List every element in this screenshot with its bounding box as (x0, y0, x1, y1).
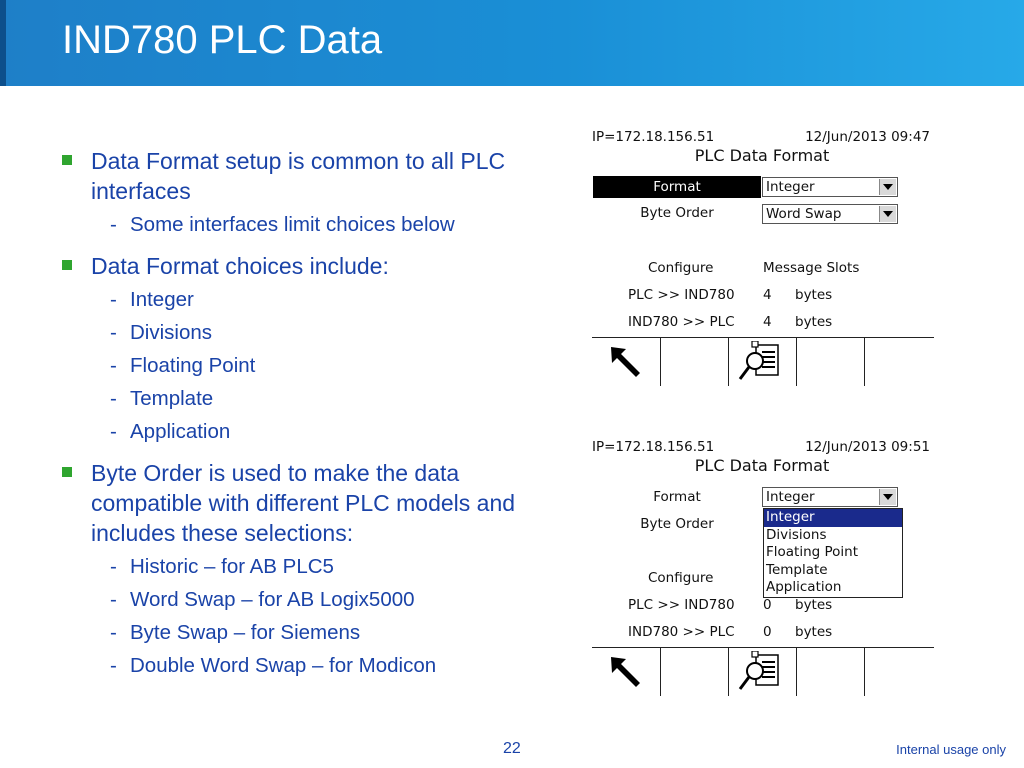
plc-to-ind-unit: bytes (795, 287, 833, 303)
byte-order-dropdown[interactable] (762, 204, 898, 224)
softkey-exit[interactable] (592, 648, 661, 696)
byte-order-label[interactable]: Byte Order (640, 205, 714, 221)
bullet-square-icon (62, 260, 72, 270)
plc-to-ind-label: PLC >> IND780 (628, 287, 735, 303)
option-template[interactable]: Template (766, 561, 828, 578)
option-integer[interactable]: Integer (764, 509, 902, 527)
chevron-down-icon[interactable] (879, 489, 896, 505)
format-value: Integer (766, 179, 815, 195)
softkey-bar (592, 337, 934, 386)
format-dropdown[interactable] (762, 177, 898, 197)
byte-order-value: Word Swap (766, 206, 842, 222)
view-table-icon (738, 651, 784, 693)
ind-to-plc-unit: bytes (795, 314, 833, 330)
footer-note: Internal usage only (896, 742, 1006, 757)
option-divisions[interactable]: Divisions (766, 526, 827, 543)
softkey-blank-2[interactable] (796, 648, 865, 696)
softkey-view-table[interactable] (728, 338, 797, 386)
screen-title: PLC Data Format (694, 146, 830, 165)
configure-label: Configure (648, 260, 714, 276)
chevron-down-icon[interactable] (879, 206, 896, 222)
bullet-list (60, 146, 530, 682)
softkey-exit[interactable] (592, 338, 661, 386)
plc-to-ind-label: PLC >> IND780 (628, 597, 735, 613)
chevron-down-icon[interactable] (879, 179, 896, 195)
format-value: Integer (766, 489, 815, 505)
sub-bullet: - Historic – for AB PLC5 (110, 555, 334, 578)
softkey-bar (592, 647, 934, 696)
sub-bullet: - Word Swap – for AB Logix5000 (110, 588, 415, 611)
title-bar (0, 0, 1024, 86)
bullet-square-icon (62, 155, 72, 165)
option-application[interactable]: Application (766, 579, 842, 595)
softkey-divider (864, 338, 865, 386)
sub-bullet: - Application (110, 420, 231, 443)
sub-bullet: - Divisions (110, 321, 213, 344)
message-slots-label: Message Slots (763, 260, 860, 276)
softkey-blank-1[interactable] (660, 648, 729, 696)
byte-order-label[interactable]: Byte Order (640, 516, 714, 532)
plc-data-format-screen-2 (592, 439, 936, 699)
title-accent (0, 0, 6, 86)
format-label[interactable]: Format (593, 176, 761, 198)
plc-data-format-screen-1 (592, 129, 936, 389)
option-floating-point[interactable]: Floating Point (766, 544, 859, 560)
sub-bullet: - Floating Point (110, 354, 256, 377)
screen-title: PLC Data Format (694, 456, 830, 475)
bullet-data-format: Data Format setup is common to all PLC interfaces (60, 146, 530, 206)
slide-title: IND780 PLC Data (62, 18, 383, 62)
exit-arrow-icon (606, 652, 646, 692)
ind-to-plc-value: 0 (763, 624, 772, 640)
softkey-blank-1[interactable] (660, 338, 729, 386)
ind-to-plc-label: IND780 >> PLC (628, 624, 735, 640)
bullet-format-choices: Data Format choices include: (60, 251, 530, 281)
format-label[interactable]: Format (653, 489, 701, 505)
ind-to-plc-unit: bytes (795, 624, 833, 640)
softkey-divider (864, 648, 865, 696)
ip-address: IP=172.18.156.51 (592, 439, 715, 455)
datetime: 12/Jun/2013 09:51 (805, 439, 930, 455)
ind-to-plc-value: 4 (763, 314, 772, 330)
format-dropdown[interactable] (762, 487, 898, 507)
page-number: 22 (503, 740, 521, 757)
bullet-square-icon (62, 467, 72, 477)
datetime: 12/Jun/2013 09:47 (805, 129, 930, 145)
softkey-blank-2[interactable] (796, 338, 865, 386)
sub-bullet: - Integer (110, 288, 194, 311)
ip-address: IP=172.18.156.51 (592, 129, 715, 145)
sub-bullet: - Template (110, 387, 214, 410)
sub-bullet: - Double Word Swap – for Modicon (110, 654, 437, 677)
sub-bullet: - Some interfaces limit choices below (110, 213, 455, 236)
plc-to-ind-value: 4 (763, 287, 772, 303)
sub-bullet: - Byte Swap – for Siemens (110, 621, 361, 644)
plc-to-ind-value: 0 (763, 597, 772, 613)
exit-arrow-icon (606, 342, 646, 382)
plc-to-ind-unit: bytes (795, 597, 833, 613)
bullet-byte-order: Byte Order is used to make the data compatible with different PLC models and includes these selections: (60, 458, 530, 548)
softkey-view-table[interactable] (728, 648, 797, 696)
ind-to-plc-label: IND780 >> PLC (628, 314, 735, 330)
format-options-list[interactable] (763, 508, 903, 598)
configure-label: Configure (648, 570, 714, 586)
view-table-icon (738, 341, 784, 383)
